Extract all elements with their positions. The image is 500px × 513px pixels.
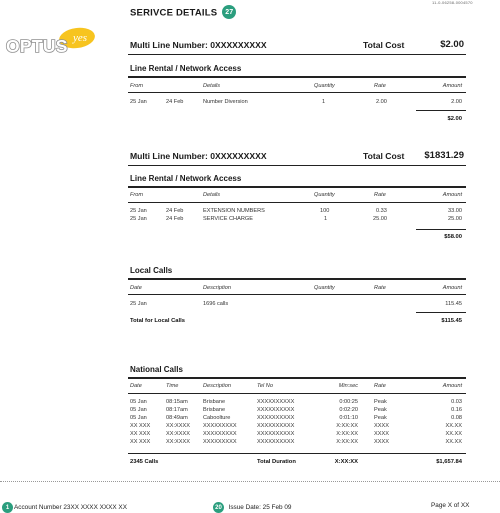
line1-col-amount: Amount (442, 83, 462, 89)
line1-row-amount: 2.00 (451, 99, 462, 105)
footer-issue (213, 502, 291, 513)
national-row-time: XX:XXXX (166, 431, 190, 437)
local-col-rate: Rate (374, 285, 386, 291)
local-total: $115.45 (441, 318, 462, 324)
line2-divider (128, 165, 466, 166)
national-row-minsec: X:XX:XX (336, 423, 358, 429)
footer-account (2, 502, 127, 513)
line1-col-quantity: Quantity (314, 83, 335, 89)
national-row-amount: XX.XX (445, 431, 462, 437)
national-row-amount: 0.16 (451, 407, 462, 413)
national-col-date: Date (130, 383, 142, 389)
page-title-text: SERIVCE DETAILS (130, 7, 218, 19)
national-row-time: 08:15am (166, 399, 188, 405)
national-total: $1,657.84 (436, 459, 462, 465)
local-row-description: 1696 calls (203, 301, 229, 307)
national-row-tel: XXXXXXXXXX (257, 439, 295, 445)
optus-logo (4, 27, 104, 57)
line2-row2-rate: 25.00 (373, 216, 387, 222)
national-col-description: Description (203, 383, 231, 389)
line2-col-quantity: Quantity (314, 192, 335, 198)
line2-row1-to: 24 Feb (166, 208, 184, 214)
line1-row-details: Number Diversion (203, 99, 248, 105)
national-row-time: XX:XXXX (166, 439, 190, 445)
local-total-rule (416, 312, 466, 313)
line2-row1-amount: 33.00 (448, 208, 462, 214)
line1-subtotal: $2.00 (447, 116, 462, 122)
line1-total-cost-label: Total Cost (363, 40, 405, 50)
national-row-date: 05 Jan (130, 399, 147, 405)
line1-divider (128, 54, 466, 55)
national-row-description: Brisbane (203, 407, 226, 413)
national-row-amount: 0.03 (451, 399, 462, 405)
line2-subtotal: $58.00 (444, 234, 462, 240)
national-col-time: Time (166, 383, 179, 389)
national-row-rate: Peak (374, 407, 387, 413)
local-total-label: Total for Local Calls (130, 318, 185, 324)
page-badge: 27 (222, 5, 236, 19)
national-col-amount: Amount (442, 383, 462, 389)
local-col-amount: Amount (442, 285, 462, 291)
logo-wordmark: OPTUS (6, 36, 68, 56)
national-row-description: XXXXXXXXX (203, 431, 237, 437)
national-row-time: XX:XXXX (166, 423, 190, 429)
line1-table-top-rule (128, 76, 466, 78)
national-col-rate: Rate (374, 383, 386, 389)
national-row-minsec: 0:01:10 (339, 415, 358, 421)
line2-row1-rate: 0.33 (376, 208, 387, 214)
national-row-description: XXXXXXXXX (203, 439, 237, 445)
local-row-date: 25 Jan (130, 301, 147, 307)
footer-badge-1: 1 (2, 502, 13, 513)
national-row-tel: XXXXXXXXXX (257, 399, 295, 405)
national-row-rate: XXXX (374, 439, 389, 445)
national-row-tel: XXXXXXXXXX (257, 407, 295, 413)
document-id: 11-0-06258-0004570 (432, 0, 473, 5)
local-col-description: Description (203, 285, 231, 291)
line2-subtotal-rule (416, 229, 466, 230)
national-row-amount: XX.XX (445, 439, 462, 445)
line2-col-from: From (130, 192, 144, 198)
line2-row2-quantity: 1 (324, 216, 328, 222)
national-row-date: XX XXX (130, 431, 151, 437)
line2-row1-details: EXTENSION NUMBERS (203, 208, 265, 214)
line1-section-title: Line Rental / Network Access (130, 64, 242, 73)
line2-header-rule (128, 202, 466, 203)
national-row-minsec: 0:00:25 (339, 399, 358, 405)
national-calls-title: National Calls (130, 365, 183, 374)
line1-header-rule (128, 92, 466, 93)
national-row-description: XXXXXXXXX (203, 423, 237, 429)
national-row-amount: 0.08 (451, 415, 462, 421)
line1-row-from: 25 Jan (130, 99, 147, 105)
line2-row2-details: SERVICE CHARGE (203, 216, 253, 222)
national-row-rate: XXXX (374, 431, 389, 437)
national-row-rate: Peak (374, 399, 387, 405)
national-row-time: 08:49am (166, 415, 188, 421)
national-row-time: 08:17am (166, 407, 188, 413)
national-top-rule (128, 377, 466, 379)
national-row-description: Brisbane (203, 399, 226, 405)
national-calls-count: 2345 Calls (130, 459, 159, 465)
line1-col-from: From (130, 83, 144, 89)
national-row-minsec: X:XX:XX (336, 439, 358, 445)
national-col-telno: Tel No (257, 383, 273, 389)
page-number: Page X of XX (431, 502, 470, 509)
line1-col-rate: Rate (374, 83, 386, 89)
line2-row1-from: 25 Jan (130, 208, 147, 214)
line2-col-rate: Rate (374, 192, 386, 198)
national-row-date: 05 Jan (130, 407, 147, 413)
national-row-tel: XXXXXXXXXX (257, 415, 295, 421)
local-calls-title: Local Calls (130, 266, 173, 275)
line2-table-top-rule (128, 186, 466, 188)
line1-number: Multi Line Number: 0XXXXXXXXX (130, 40, 267, 50)
national-row-amount: XX.XX (445, 423, 462, 429)
line2-section-title: Line Rental / Network Access (130, 174, 242, 183)
page-title (130, 6, 236, 20)
national-row-rate: Peak (374, 415, 387, 421)
issue-date: Issue Date: 25 Feb 09 (228, 504, 292, 512)
national-duration: X:XX:XX (334, 459, 358, 465)
national-row-rate: XXXX (374, 423, 389, 429)
line1-row-to: 24 Feb (166, 99, 184, 105)
line1-total-cost: $2.00 (440, 39, 464, 50)
line1-row-quantity: 1 (322, 99, 326, 105)
line2-row2-amount: 25.00 (448, 216, 462, 222)
local-col-quantity: Quantity (314, 285, 335, 291)
line1-row-rate: 2.00 (376, 99, 387, 105)
line1-subtotal-rule (416, 110, 466, 111)
local-calls-top-rule (128, 278, 466, 280)
account-number: Account Number 23XX XXXX XXXX XX (14, 504, 127, 512)
national-col-minsec: Min:sec (338, 383, 358, 389)
line2-number: Multi Line Number: 0XXXXXXXXX (130, 151, 267, 161)
national-row-date: 05 Jan (130, 415, 147, 421)
national-row-date: XX XXX (130, 439, 151, 445)
line2-row2-from: 25 Jan (130, 216, 147, 222)
national-duration-label: Total Duration (257, 459, 296, 465)
logo-tag: yes (72, 32, 88, 44)
national-row-minsec: 0:02:20 (339, 407, 358, 413)
line2-total-cost: $1831.29 (424, 150, 464, 161)
national-header-rule (128, 393, 466, 394)
national-row-date: XX XXX (130, 423, 151, 429)
line2-total-cost-label: Total Cost (363, 151, 405, 161)
line2-col-amount: Amount (442, 192, 462, 198)
national-row-tel: XXXXXXXXXX (257, 423, 295, 429)
line1-col-details: Details (203, 83, 221, 89)
national-row-description: Caboolture (203, 415, 231, 421)
local-row-amount: 115.45 (445, 301, 462, 307)
footer-divider (0, 481, 500, 482)
line2-row2-to: 24 Feb (166, 216, 184, 222)
national-total-rule (128, 453, 466, 454)
line2-row1-quantity: 100 (320, 208, 330, 214)
local-col-date: Date (130, 285, 142, 291)
national-row-tel: XXXXXXXXXX (257, 431, 295, 437)
local-header-rule (128, 294, 466, 295)
footer-badge-20: 20 (213, 502, 224, 513)
national-row-minsec: X:XX:XX (336, 431, 358, 437)
line2-col-details: Details (203, 192, 221, 198)
